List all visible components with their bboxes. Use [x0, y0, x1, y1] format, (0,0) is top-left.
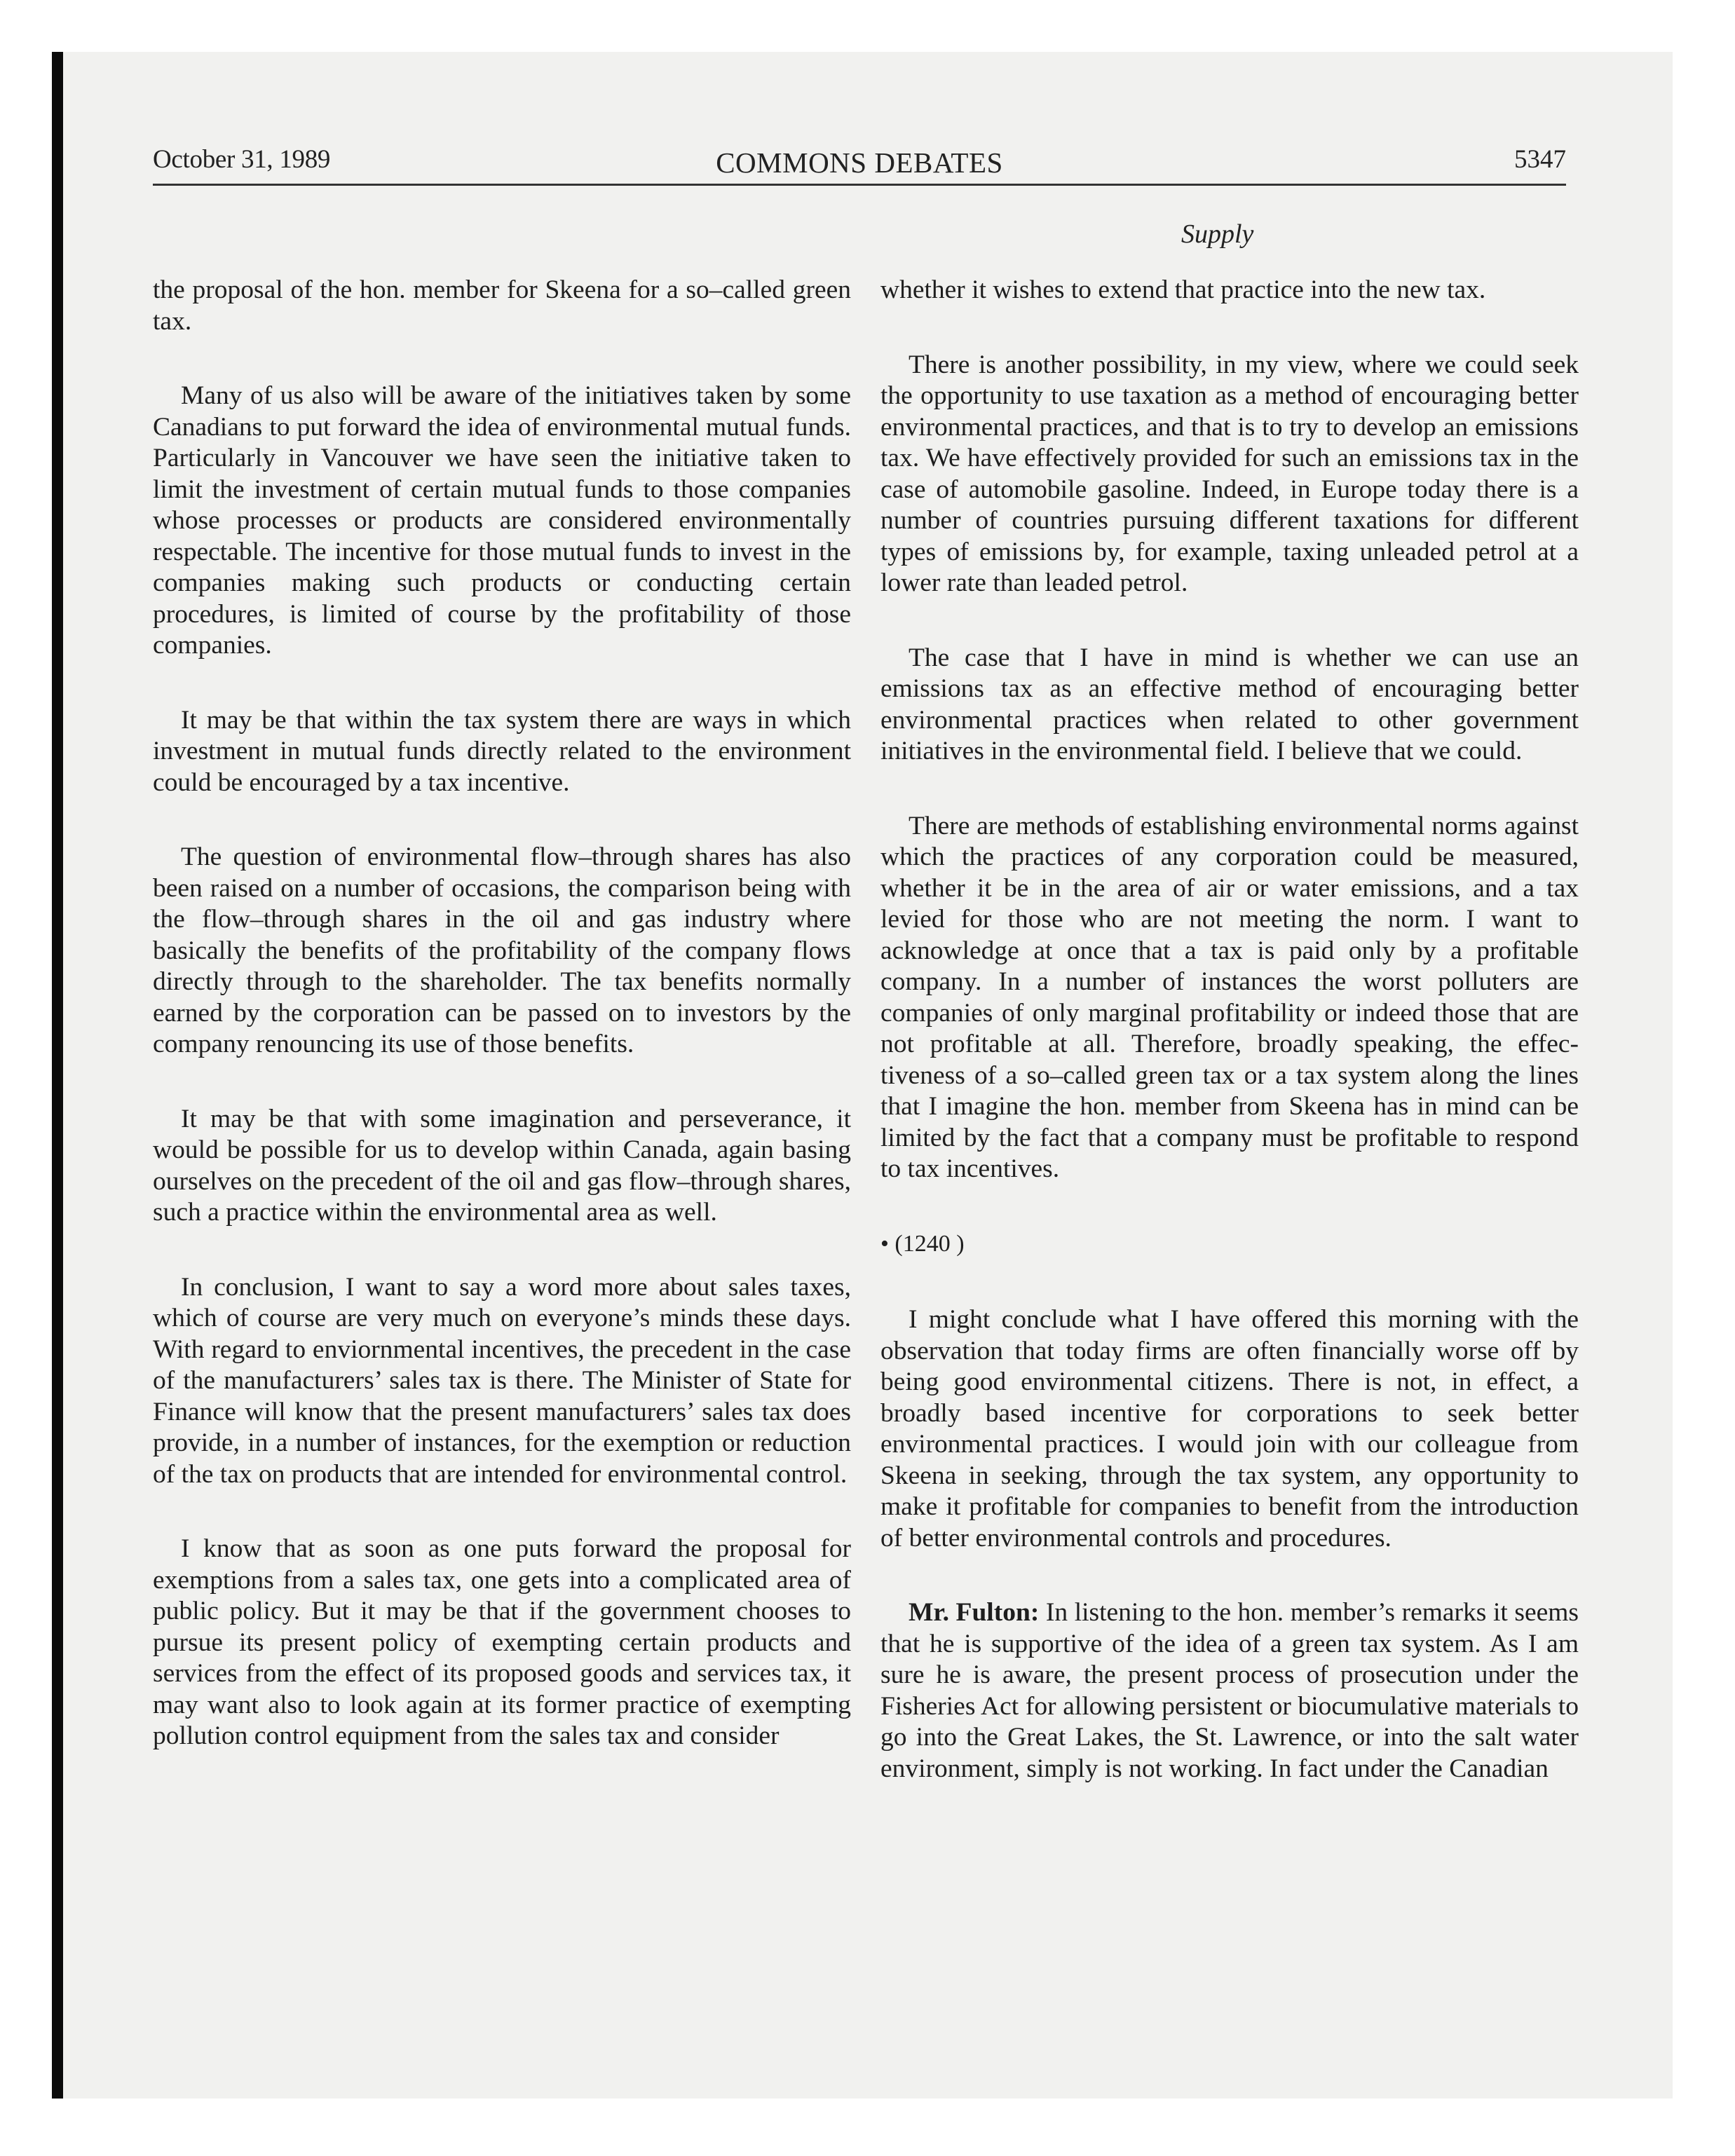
paragraph: I might conclude what I have offered this morning with the observation that today firms are often financially worse off by being good environmental citizens. There is not, in effect, a broadly based incentive for corporations to seek better environmental practices. I would join with our colleague from Skeena in seeking, through the tax system, any opportunity to make it profitable for companies to benefit from the introduction of better environmental controls and procedures.: [880, 1305, 1579, 1553]
time-marker: • (1240 ): [880, 1230, 965, 1257]
paragraph: Many of us also will be aware of the initiatives taken by some Canadians to put forward the idea of environmental mutual funds. Particularly in Vancouver we have seen the initiative taken to limit the investment of certain mutual funds to those companies whose processes or products are considered environmentally respectable. The incentive for those mutual funds to invest in the companies making such products or conducting certain procedures, is limited of course by the profitability of those companies.: [153, 381, 851, 660]
paragraph: There is another possibility, in my view, where we could seek the opportunity to use taxation as a method of encouraging better environmental practices, and that is to try to develop an emissions tax. We have effectively provided for such an emissions tax in the case of automobile gasoline. Indeed, in Europe today there is a number of countries pursuing different taxations for different types of emissions by, for example, taxing unleaded petrol at a lower rate than leaded petrol.: [880, 350, 1579, 597]
header-page-number: 5347: [1514, 145, 1566, 174]
paragraph: The case that I have in mind is whether we can use an emissions tax as an effective method of encouraging better environmental practices when related to other government initiatives in the environmental field. I believe that we could.: [880, 643, 1579, 765]
right-column: [880, 275, 1579, 1828]
left-column: [153, 275, 851, 1796]
paragraph: It may be that within the tax system there are ways in which investment in mutual funds directly related to the environment could be encouraged by a tax incentive.: [153, 705, 851, 797]
header-rule: [153, 184, 1566, 186]
paragraph: I know that as soon as one puts forward the proposal for exemptions from a sales tax, one gets into a complicated area of public policy. But it may be that if the government chooses to pursue its present policy of exempting certain products and services from the effect of its proposed goods and services tax, it may want also to look again at its former practice of exempting pollution control equipment from the sales tax and consider: [153, 1534, 851, 1750]
header-journal-title: COMMONS DEBATES: [716, 146, 1003, 179]
speaker-name: Mr. Fulton:: [909, 1598, 1040, 1627]
speaker-paragraph: [880, 1597, 1579, 1785]
running-head: [153, 142, 1566, 184]
paragraph: whether it wishes to extend that practice into the new tax.: [880, 275, 1486, 304]
paragraph: It may be that with some imagination and perseverance, it would be possible for us to develop within Canada, again basing ourselves on the precedent of the oil and gas flow–through shares, such a practice within the environmental area as well.: [153, 1104, 851, 1227]
speaker-text: In listening to the hon. member’s remarks it seems that he is supportive of the idea of a green tax system. As I am sure he is aware, the present process of prosecution under the Fisheries Act for allowing persistent or biocumulative materials to go into the Great Lakes, the St. Lawrence, or into the salt water environment, simply is not working. In fact under the Canadian: [880, 1598, 1579, 1783]
paragraph: In conclusion, I want to say a word more about sales taxes, which of course are very much on everyone’s minds these days. With regard to enviornmental incentives, the precedent in the case of the manufacturers’ sales tax is there. The Minister of State for Finance will know that the present manufacturers’ sales tax does provide, in a number of instances, for the exemption or reduction of the tax on products that are intended for environmental control.: [153, 1272, 851, 1489]
paragraph: the proposal of the hon. member for Skeena for a so–called green tax.: [153, 275, 851, 336]
paragraph: There are methods of establishing environmental norms against which the practices of any corporation could be measured, whether it be in the area of air or water emissions, and a tax levied for those who are not meeting the norm. I want to acknowledge at once that a tax is paid only by a profitable company. In a number of instances the worst polluters are companies of only marginal profitability or indeed those that are not profitable at all. Therefore, broadly speaking, the effectiveness of a so–called green tax or a tax system along the lines that I imagine the hon. member from Skeena has in mind can be limited by the fact that a company must be profitable to respond to tax incentives.: [880, 811, 1579, 1183]
section-label: Supply: [1181, 219, 1254, 249]
paragraph: The question of environmental flow–through shares has also been raised on a number of occasions, the comparison being with the flow–through shares in the oil and gas industry where basically the benefits of the profitability of the company flows directly through to the shareholder. The tax benefits normally earned by the corporation can be passed on to investors by the company renouncing its use of those benefits.: [153, 842, 851, 1058]
binding-edge: [52, 52, 63, 2099]
header-date: October 31, 1989: [153, 145, 331, 174]
